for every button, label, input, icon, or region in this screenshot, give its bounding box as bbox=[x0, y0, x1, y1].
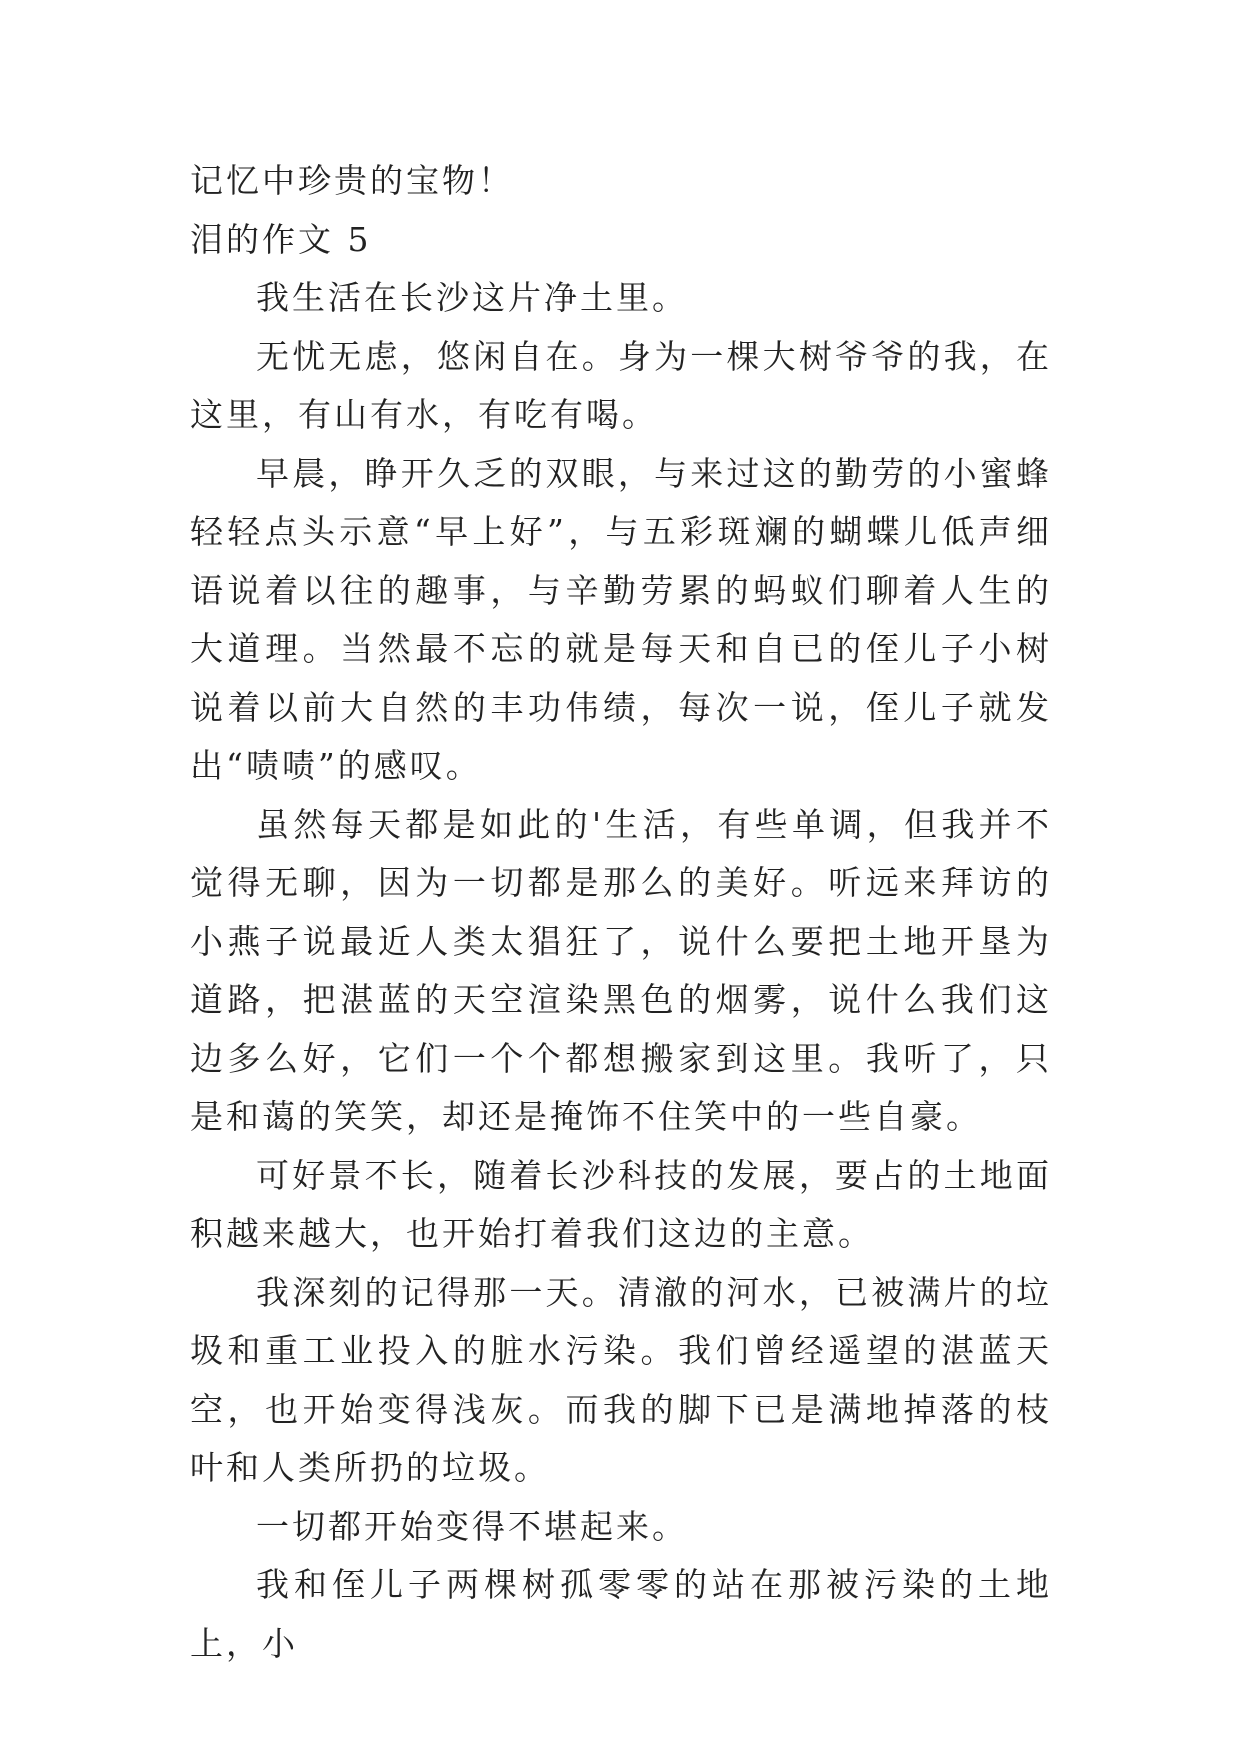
document-body bbox=[190, 152, 1052, 1673]
paragraph-5: 可好景不长，随着长沙科技的发展，要占的土地面积越来越大，也开始打着我们这边的主意。 bbox=[190, 1155, 1052, 1253]
paragraph-6: 我深刻的记得那一天。清澈的河水，已被满片的垃圾和重工业投入的脏水污染。我们曾经遥望的湛蓝天空，也开始变得浅灰。而我的脚下已是满地掉落的枝叶和人类所扔的垃圾。 bbox=[190, 1272, 1052, 1487]
essay-heading: 泪的作文 5 bbox=[190, 219, 372, 259]
lead-line: 记忆中珍贵的宝物！ bbox=[190, 161, 514, 200]
paragraph-7: 一切都开始变得不堪起来。 bbox=[256, 1506, 688, 1546]
paragraph-3: 早晨，睁开久乏的双眼，与来过这的勤劳的小蜜蜂轻轻点头示意“早上好”，与五彩斑斓的蝴蝶儿低声细语说着以往的趣事，与辛勤劳累的蚂蚁们聊着人生的大道理。当然最不忘的就是每天和自已的侄儿子小树说着以前大自然的丰功伟绩，每次一说，侄儿子就发出“啧啧”的感叹。 bbox=[190, 453, 1052, 785]
paragraph-1: 我生活在长沙这片净土里。 bbox=[256, 278, 688, 317]
paragraph-8: 我和侄儿子两棵树孤零零的站在那被污染的土地上，小 bbox=[190, 1565, 1052, 1663]
paragraph-4: 虽然每天都是如此的'生活，有些单调，但我并不觉得无聊，因为一切都是那么的美好。听远来拜访的小燕子说最近人类太猖狂了，说什么要把土地开垦为道路，把湛蓝的天空渲染黑色的烟雾，说什么我们这边多么好，它们一个个都想搬家到这里。我听了，只是和蔼的笑笑，却还是掩饰不住笑中的一些自豪。 bbox=[190, 804, 1052, 1136]
paragraph-2: 无忧无虑，悠闲自在。身为一棵大树爷爷的我，在这里，有山有水，有吃有喝。 bbox=[190, 336, 1052, 434]
